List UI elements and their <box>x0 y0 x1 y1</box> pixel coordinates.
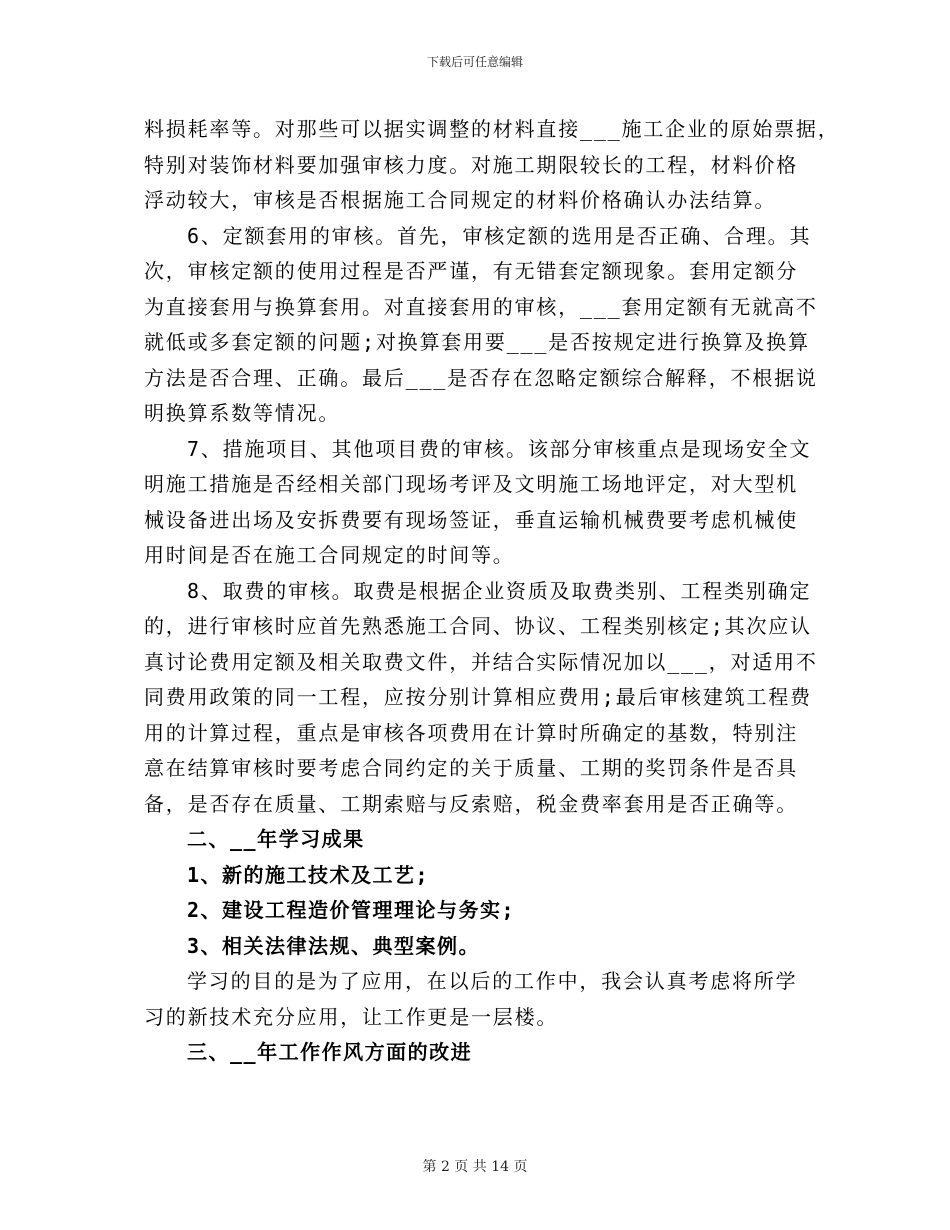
paragraph-start-line: 6、定额套用的审核。首先，审核定额的选用是否正确、合理。其 <box>187 223 812 248</box>
body-line: 备，是否存在质量、工期索赔与反索赔，税金费率套用是否正确等。 <box>144 791 798 816</box>
body-line: 为直接套用与换算套用。对直接套用的审核，___套用定额有无就高不 <box>144 294 818 319</box>
paragraph-start-line: 学习的目的是为了应用，在以后的工作中，我会认真考虑将所学 <box>187 969 798 993</box>
paragraph-start-line: 8、取费的审核。取费是根据企业资质及取费类别、工程类别确定 <box>187 578 812 603</box>
body-line: 用时间是否在施工合同规定的时间等。 <box>144 543 515 567</box>
body-line: 明换算系数等情况。 <box>144 401 341 425</box>
body-line: 用的计算过程，重点是审核各项费用在计算时所确定的基数，特别注 <box>144 720 798 745</box>
body-line: 次，审核定额的使用过程是否严谨，有无错套定额现象。套用定额分 <box>144 259 798 283</box>
list-item: 3、相关法律法规、典型案例。 <box>187 933 481 958</box>
body-line: 的，进行审核时应首先熟悉施工合同、协议、工程类别核定;其次应认 <box>144 614 812 638</box>
body-line: 习的新技术充分应用，让工作更是一层楼。 <box>144 1004 559 1029</box>
body-line: 意在结算审核时要考虑合同约定的关于质量、工期的奖罚条件是否具 <box>144 756 798 780</box>
body-line: 就低或多套定额的问题;对换算套用要___是否按规定进行换算及换算 <box>144 330 810 354</box>
body-line: 明施工措施是否经相关部门现场考评及文明施工场地评定，对大型机 <box>144 472 798 496</box>
body-line: 料损耗率等。对那些可以据实调整的材料直接___施工企业的原始票据， <box>144 117 840 141</box>
list-item: 1、新的施工技术及工艺; <box>187 862 430 887</box>
body-line: 真讨论费用定额及相关取费文件，并结合实际情况加以___，对适用不 <box>144 649 818 674</box>
body-line: 同费用政策的同一工程，应按分别计算相应费用;最后审核建筑工程费 <box>144 685 812 709</box>
page-number: 第 2 页 共 14 页 <box>422 1159 528 1175</box>
section-heading: 三、__年工作作风方面的改进 <box>187 1040 473 1064</box>
list-item: 2、建设工程造价管理理论与务实; <box>187 898 516 922</box>
body-line: 特别对装饰材料要加强审核力度。对施工期限较长的工程，材料价格 <box>144 152 798 177</box>
page-header-note: 下载后可任意编辑 <box>426 55 523 69</box>
body-line: 方法是否合理、正确。最后___是否存在忽略定额综合解释，不根据说 <box>144 365 818 390</box>
paragraph-start-line: 7、措施项目、其他项目费的审核。该部分审核重点是现场安全文 <box>187 436 812 461</box>
body-line: 械设备进出场及安拆费要有现场签证，垂直运输机械费要考虑机械使 <box>144 507 798 532</box>
document-body <box>144 112 840 1071</box>
body-line: 浮动较大，审核是否根据施工合同规定的材料价格确认办法结算。 <box>144 188 777 212</box>
section-heading: 二、__年学习成果 <box>187 827 365 851</box>
